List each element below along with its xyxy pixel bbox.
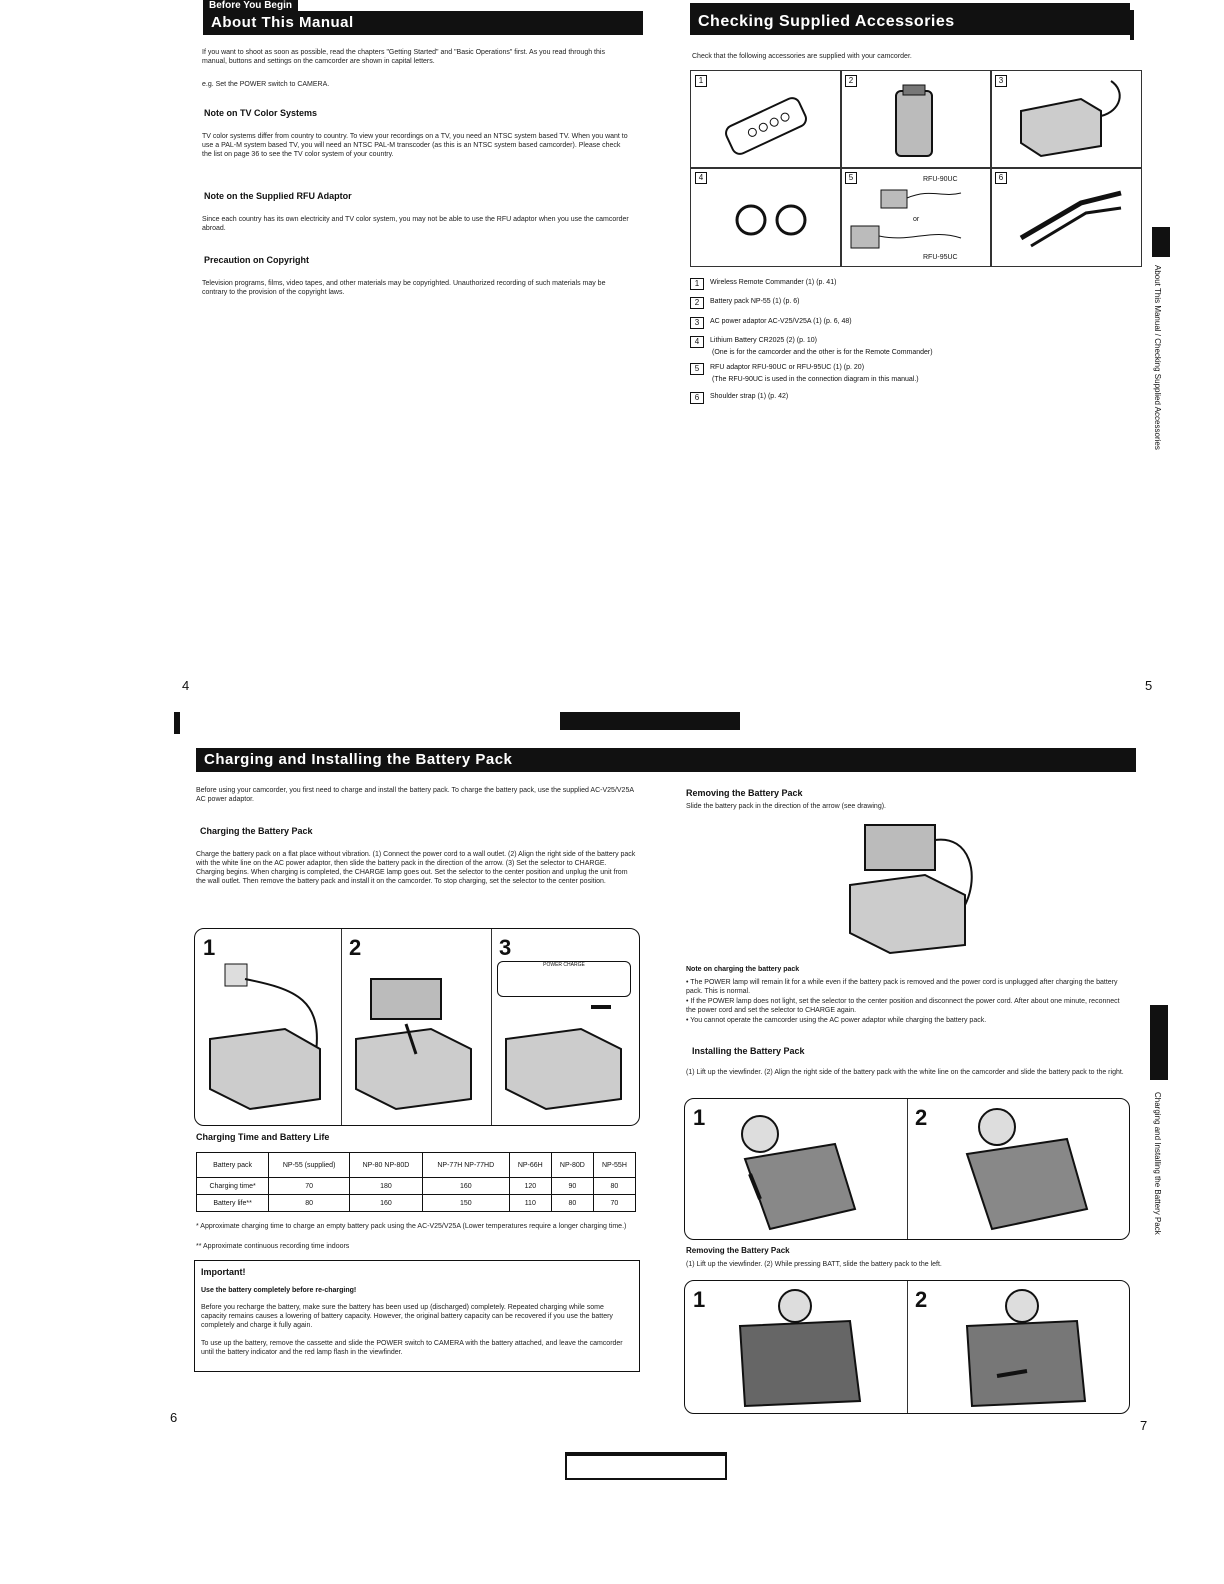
camcorder-remove-illustration [907, 1281, 1129, 1413]
important-body: Before you recharge the battery, make sure the battery has been used up (discharged) completely. Repeated charging while some capacity remains causes a lowering of battery capacity. However, the original battery capacity can be recovered if you use the battery completely and charge it fully again. [201, 1304, 613, 1329]
page-title: About This Manual [211, 14, 354, 31]
accessory-list-item: 2 Battery pack NP-55 (1) (p. 6) [690, 297, 799, 309]
step-panel [341, 929, 492, 1125]
step-number: 1 [693, 1105, 706, 1130]
charging-table [196, 1152, 636, 1212]
section-body: TV color systems differ from country to country. To view your recordings on a TV, you need an NTSC system based TV. When you want to use a PAL-M system based TV, you will need an NTSC PAL-M transcoder (as this is an NTSC system based camcorder). Please check the list on page 36 to see the TV color system of your country. [202, 133, 628, 158]
intro-text: If you want to shoot as soon as possible, read the chapters "Getting Started" and "Basic Operations" first. As you read through this manual, buttons and settings on the camcorder are shown in capital letters. [202, 49, 605, 65]
shoulder-strap-icon [991, 168, 1141, 266]
section-body: (1) Lift up the viewfinder. (2) Align the right side of the battery pack with the white line on the camcorder and slide the battery pack to the right. [686, 1069, 1124, 1076]
note-heading: Note on charging the battery pack [686, 966, 800, 973]
bar-edge [1130, 10, 1134, 40]
table-note: ** Approximate continuous recording time indoors [196, 1243, 350, 1250]
adaptor-plug-illustration [195, 929, 341, 1125]
selector-charge-illustration [491, 929, 639, 1125]
title-bar-charging [196, 748, 1136, 772]
step-number: 1 [203, 935, 216, 960]
accessory-number: 2 [845, 75, 857, 87]
side-tab-label: About This Manual / Checking Supplied Accessories [1153, 265, 1162, 450]
section-body: (1) Lift up the viewfinder. (2) While pressing BATT, slide the battery pack to the left. [686, 1261, 942, 1268]
accessory-number: 1 [695, 75, 707, 87]
install-steps-figure [684, 1098, 1130, 1240]
important-subheading: Use the battery completely before re-charging! [201, 1287, 357, 1294]
page-number: 6 [170, 1410, 178, 1425]
ac-adaptor-icon [991, 71, 1141, 168]
scan-mark [174, 712, 180, 734]
step-panel [907, 1099, 1129, 1239]
page-title: Checking Supplied Accessories [698, 13, 955, 30]
charge-panel-label: POWER CHARGE [543, 962, 585, 968]
adaptor-remove-illustration [840, 815, 990, 955]
section-body: Charge the battery pack on a flat place without vibration. (1) Connect the power cord to a wall outlet. (2) Align the right side of the battery pack with the white line on the AC power adaptor, then slide the battery pack in the direction of the arrow. (3) Set the selector to CHARGE. Charging begins. When charging is completed, the CHARGE lamp goes out. Set the selector to the center position and unplug the unit from the wall outlet. Then remove the battery pack and install it on the camcorder. To stop charging, set the selector to the center position. [196, 851, 636, 885]
page-number: 4 [182, 678, 190, 693]
accessory-number: 3 [995, 75, 1007, 87]
accessory-list-item: 4 Lithium Battery CR2025 (2) (p. 10) (One is for the camcorder and the other is for the Remote Commander) [690, 336, 933, 357]
step-panel [491, 929, 639, 1125]
accessories-grid [690, 70, 1140, 265]
rfu-or-label: or [913, 216, 920, 223]
table-header-row: Battery pack NP-55 (supplied) NP-80 NP-80D NP-77H NP-77HD NP-66H NP-80D NP-55H [197, 1153, 636, 1178]
section-heading: Note on TV Color Systems [204, 108, 318, 118]
camcorder-install-illustration [685, 1099, 907, 1239]
accessory-list-item: 1 Wireless Remote Commander (1) (p. 41) [690, 278, 836, 290]
rfu-label: RFU-95UC [923, 254, 958, 261]
table-title: Charging Time and Battery Life [196, 1132, 330, 1142]
important-heading: Important! [201, 1267, 246, 1277]
side-tab-marker [1150, 1005, 1168, 1080]
section-body: Television programs, films, video tapes, and other materials may be copyrighted. Unauthorized recording of such materials may be contrary to the provision of the copyright laws. [202, 280, 606, 296]
accessory-cell [990, 70, 1142, 169]
step-number: 2 [915, 1287, 928, 1312]
camcorder-remove-illustration [685, 1281, 907, 1413]
section-body: Since each country has its own electricity and TV color system, you may not be able to use the RFU adaptor when you use the camcorder abroad. [202, 216, 629, 232]
scan-mark [565, 1452, 727, 1480]
intro-text: Check that the following accessories are supplied with your camcorder. [692, 53, 912, 60]
page-title: Charging and Installing the Battery Pack [204, 751, 513, 768]
section-heading: Note on the Supplied RFU Adaptor [204, 191, 352, 201]
accessory-number: 5 [845, 172, 857, 184]
section-pretitle: Before You Begin [203, 0, 298, 12]
page-number: 5 [1145, 678, 1153, 693]
section-heading: Charging the Battery Pack [200, 826, 313, 836]
step-number: 2 [915, 1105, 928, 1130]
accessory-list-item: 3 AC power adaptor AC-V25/V25A (1) (p. 6, 48) [690, 317, 852, 329]
side-tab-label: Charging and Installing the Battery Pack [1153, 1092, 1162, 1235]
section-heading: Removing the Battery Pack [686, 788, 803, 798]
step-panel [685, 1281, 908, 1413]
intro-text: Before using your camcorder, you first need to charge and install the battery pack. To charge the battery pack, use the supplied AC-V25/V25A AC power adaptor. [196, 787, 634, 803]
note-item: • If the POWER lamp does not light, set the selector to the center position and disconnect the power cord. After about one minute, reconnect the power cord and set the selector to CHARGE again. [686, 998, 1120, 1014]
section-heading: Removing the Battery Pack [686, 1246, 790, 1255]
step-panel [685, 1099, 908, 1239]
example-text: e.g. Set the POWER switch to CAMERA. [202, 81, 330, 88]
battery-pack-icon [841, 71, 991, 168]
note-item: • The POWER lamp will remain lit for a while even if the battery pack is removed and the power cord is unplugged after charging the battery pack. This is normal. [686, 979, 1118, 995]
step-panel [907, 1281, 1129, 1413]
step-number: 1 [693, 1287, 706, 1312]
table-note: * Approximate charging time to charge an empty battery pack using the AC-V25/V25A (Lower temperatures require a longer charging time.) [196, 1223, 627, 1230]
scan-mark [560, 712, 740, 730]
title-bar-accessories [690, 3, 1130, 35]
accessory-cell [840, 70, 992, 169]
battery-slide-illustration [341, 929, 491, 1125]
lithium-battery-icon [691, 168, 841, 266]
section-body: Slide the battery pack in the direction of the arrow (see drawing). [686, 803, 886, 810]
title-bar-about [203, 11, 643, 35]
accessory-list-item: 6 Shoulder strap (1) (p. 42) [690, 392, 788, 404]
remove-steps-figure [684, 1280, 1130, 1414]
section-heading: Precaution on Copyright [204, 255, 310, 265]
accessory-cell [690, 167, 842, 267]
step-number: 2 [349, 935, 362, 960]
step-number: 3 [499, 935, 512, 960]
table-row: Battery life** 80 160 150 110 80 70 [197, 1195, 636, 1212]
charge-panel [497, 961, 631, 997]
note-item: • You cannot operate the camcorder using the AC power adaptor while charging the battery pack. [686, 1017, 987, 1024]
accessory-cell [990, 167, 1142, 267]
table-row: Charging time* 70 180 160 120 90 80 [197, 1178, 636, 1195]
section-heading: Installing the Battery Pack [692, 1046, 805, 1056]
important-body: To use up the battery, remove the cassette and slide the POWER switch to CAMERA with the battery attached, and leave the camcorder until the battery indicator and the red lamp flash in the viewfinder. [201, 1340, 623, 1356]
remote-commander-icon [691, 71, 841, 168]
page-number: 7 [1140, 1418, 1148, 1433]
accessory-cell [840, 167, 992, 267]
side-tab-marker [1152, 227, 1170, 257]
accessory-cell [690, 70, 842, 169]
step-panel [195, 929, 342, 1125]
camcorder-install-illustration [907, 1099, 1129, 1239]
rfu-label: RFU-90UC [923, 176, 958, 183]
accessory-number: 4 [695, 172, 707, 184]
charging-steps-figure [194, 928, 640, 1126]
accessory-list-item: 5 RFU adaptor RFU-90UC or RFU-95UC (1) (p. 20) (The RFU-90UC is used in the connection diagram in this manual.) [690, 363, 919, 384]
important-box [194, 1260, 640, 1372]
accessory-number: 6 [995, 172, 1007, 184]
